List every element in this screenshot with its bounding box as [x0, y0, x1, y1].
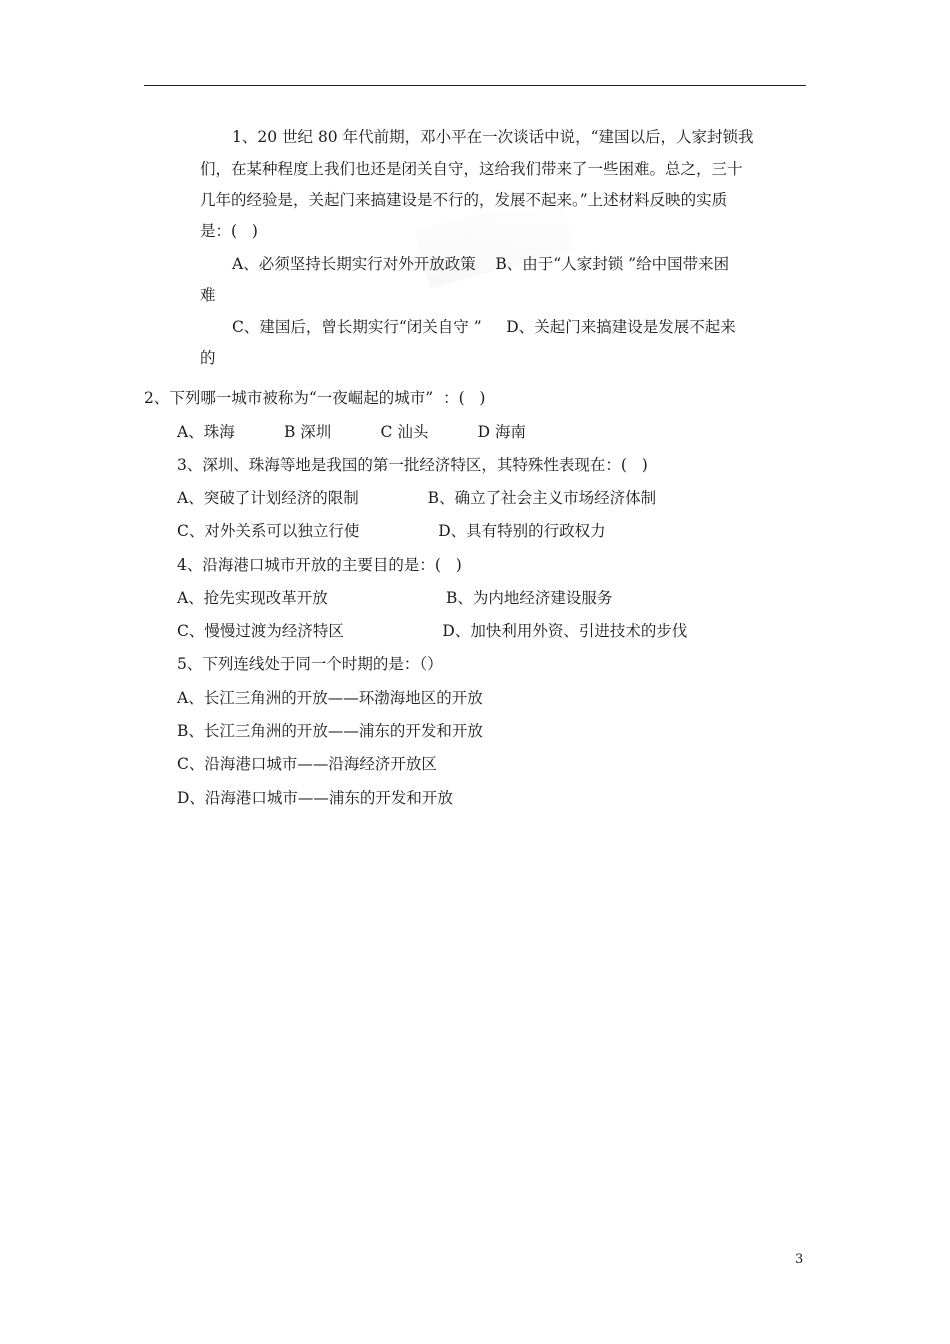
q5-option-d: D、沿海港口城市——浦东的开发和开放: [177, 789, 453, 807]
q1-option-b-continued: 难: [200, 286, 216, 304]
q5-option-b: B、长江三角洲的开放——浦东的开发和开放: [177, 722, 483, 740]
q2-options: A、珠海 B 深圳 C 汕头 D 海南: [177, 423, 526, 441]
q1-line-4: 是：( ): [200, 222, 258, 240]
q4-options-c-d: C、慢慢过渡为经济特区 D、加快利用外资、引进技术的步伐: [177, 622, 688, 640]
q3-options-c-d: C、对外关系可以独立行使 D、具有特别的行政权力: [177, 522, 606, 540]
q1-line-3: 几年的经验是，关起门来搞建设是不行的，发展不起来。”上述材料反映的实质: [200, 191, 728, 209]
header-rule: [144, 85, 806, 86]
q5-option-a: A、长江三角洲的开放——环渤海地区的开放: [177, 689, 483, 707]
q3-stem: 3、深圳、珠海等地是我国的第一批经济特区，其特殊性表现在：( ): [177, 456, 648, 474]
q5-stem: 5、下列连线处于同一个时期的是：（）: [177, 655, 443, 673]
q1-option-d-continued: 的: [200, 349, 216, 367]
q5-option-c: C、沿海港口城市——沿海经济开放区: [177, 755, 437, 773]
q1-options-a-b: A、必须坚持长期实行对外开放政策 B、由于“人家封锁 ”给中国带来困: [232, 255, 730, 273]
q1-options-c-d: C、建国后，曾长期实行“闭关自守 ” D、关起门来搞建设是发展不起来: [232, 318, 736, 336]
q2-stem: 2、下列哪一城市被称为“一夜崛起的城市” ：( ): [144, 389, 486, 407]
q3-options-a-b: A、突破了计划经济的限制 B、确立了社会主义市场经济体制: [177, 489, 657, 507]
q1-line-1: 1、20 世纪 80 年代前期，邓小平在一次谈话中说，“建国以后，人家封锁我: [232, 128, 754, 146]
q4-options-a-b: A、抢先实现改革开放 B、为内地经济建设服务: [177, 589, 613, 607]
page-number: 3: [795, 1252, 804, 1267]
q4-stem: 4、沿海港口城市开放的主要目的是：( ): [177, 556, 462, 574]
q1-line-2: 们，在某种程度上我们也还是闭关自守，这给我们带来了一些困难。总之，三十: [200, 160, 743, 178]
